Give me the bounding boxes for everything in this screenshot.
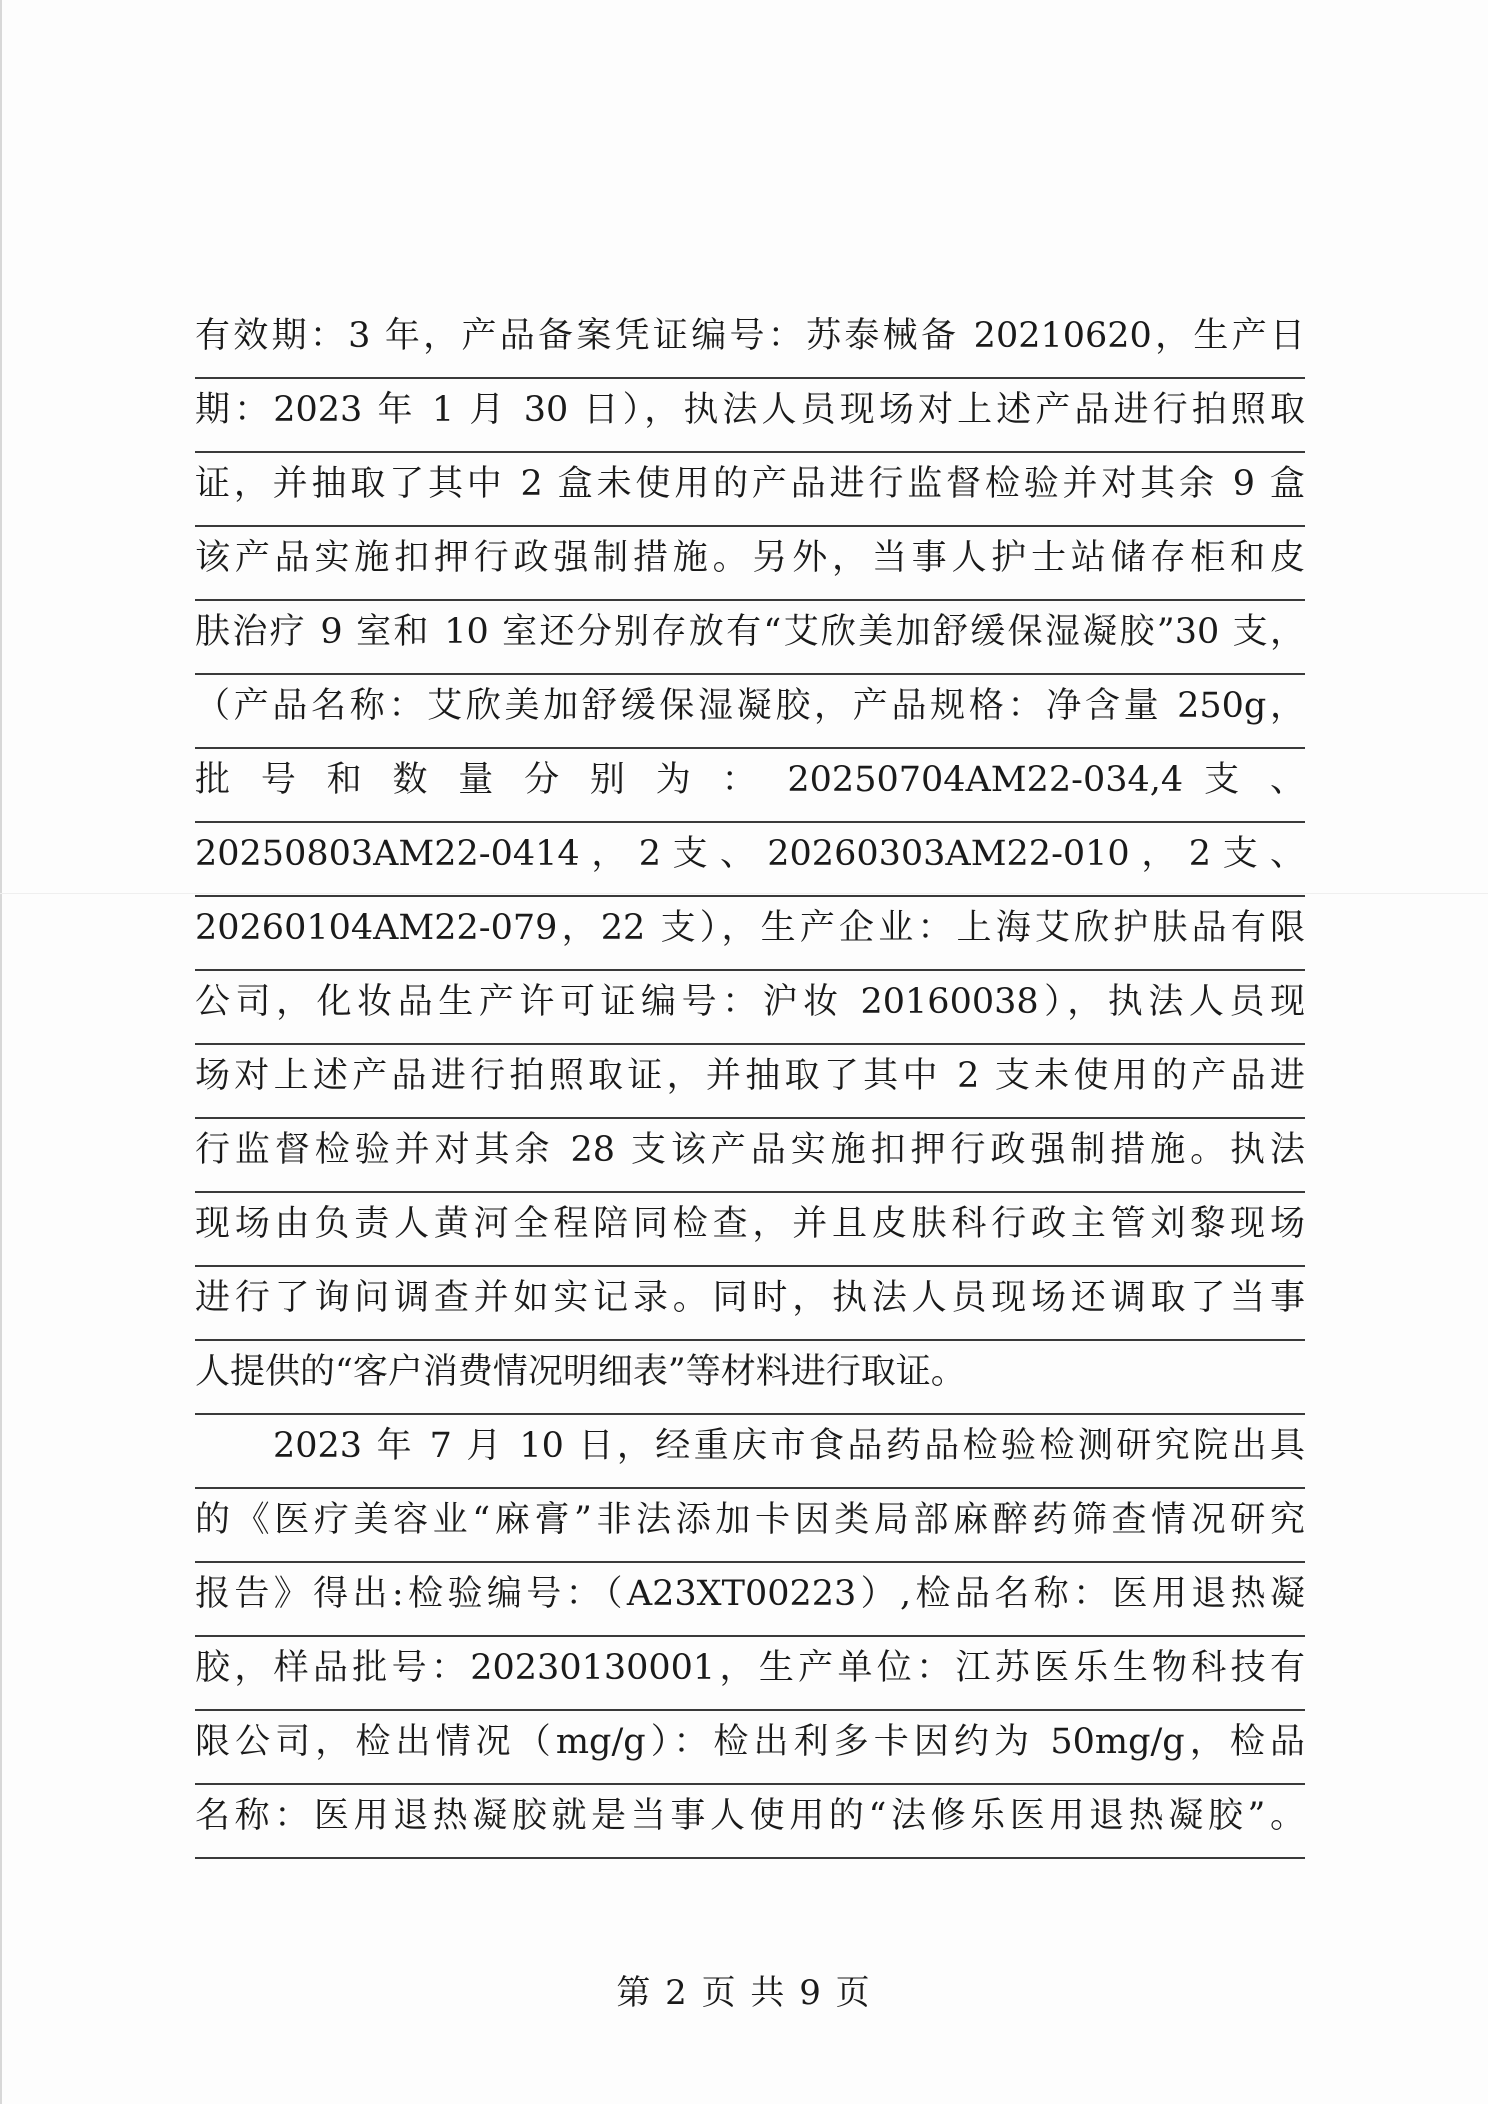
scan-left-edge: [0, 0, 2, 2104]
text-line: 现场由负责人黄河全程陪同检查，并且皮肤科行政主管刘黎现场: [195, 1193, 1305, 1267]
text-line: 名称：医用退热凝胶就是当事人使用的“法修乐医用退热凝胶”。: [195, 1785, 1305, 1859]
text-line: 2023 年 7 月 10 日，经重庆市食品药品检验检测研究院出具: [195, 1415, 1305, 1489]
text-line: 报告》得出:检验编号：（A23XT00223）,检品名称：医用退热凝: [195, 1563, 1305, 1637]
text-line: （产品名称：艾欣美加舒缓保湿凝胶，产品规格：净含量 250g，: [195, 675, 1305, 749]
text-line: 人提供的“客户消费情况明细表”等材料进行取证。: [195, 1341, 1305, 1415]
text-line: 肤治疗 9 室和 10 室还分别存放有“艾欣美加舒缓保湿凝胶”30 支，: [195, 601, 1305, 675]
text-line: 公司，化妆品生产许可证编号：沪妆 20160038），执法人员现: [195, 971, 1305, 1045]
text-line: 批 号 和 数 量 分 别 为 ： 20250704AM22-034,4 支 、: [195, 749, 1305, 823]
text-line: 期：2023 年 1 月 30 日），执法人员现场对上述产品进行拍照取: [195, 379, 1305, 453]
text-line: 进行了询问调查并如实记录。同时，执法人员现场还调取了当事: [195, 1267, 1305, 1341]
text-line: 该产品实施扣押行政强制措施。另外，当事人护士站储存柜和皮: [195, 527, 1305, 601]
page-number-footer: 第 2 页 共 9 页: [616, 1973, 872, 2013]
text-line: 胶，样品批号：20230130001，生产单位：江苏医乐生物科技有: [195, 1637, 1305, 1711]
text-line: 有效期：3 年，产品备案凭证编号：苏泰械备 20210620，生产日: [195, 305, 1305, 379]
text-line: 场对上述产品进行拍照取证，并抽取了其中 2 支未使用的产品进: [195, 1045, 1305, 1119]
body-text: [195, 305, 1305, 1859]
text-line: 20250803AM22-0414 ， 2 支 、 20260303AM22-010 ， 2 支 、: [195, 823, 1305, 897]
text-line: 行监督检验并对其余 28 支该产品实施扣押行政强制措施。执法: [195, 1119, 1305, 1193]
text-line: 限公司，检出情况（mg/g）：检出利多卡因约为 50mg/g，检品: [195, 1711, 1305, 1785]
text-line: 20260104AM22-079，22 支），生产企业：上海艾欣护肤品有限: [195, 897, 1305, 971]
text-line: 的《医疗美容业“麻膏”非法添加卡因类局部麻醉药筛查情况研究: [195, 1489, 1305, 1563]
text-line: 证，并抽取了其中 2 盒未使用的产品进行监督检验并对其余 9 盒: [195, 453, 1305, 527]
